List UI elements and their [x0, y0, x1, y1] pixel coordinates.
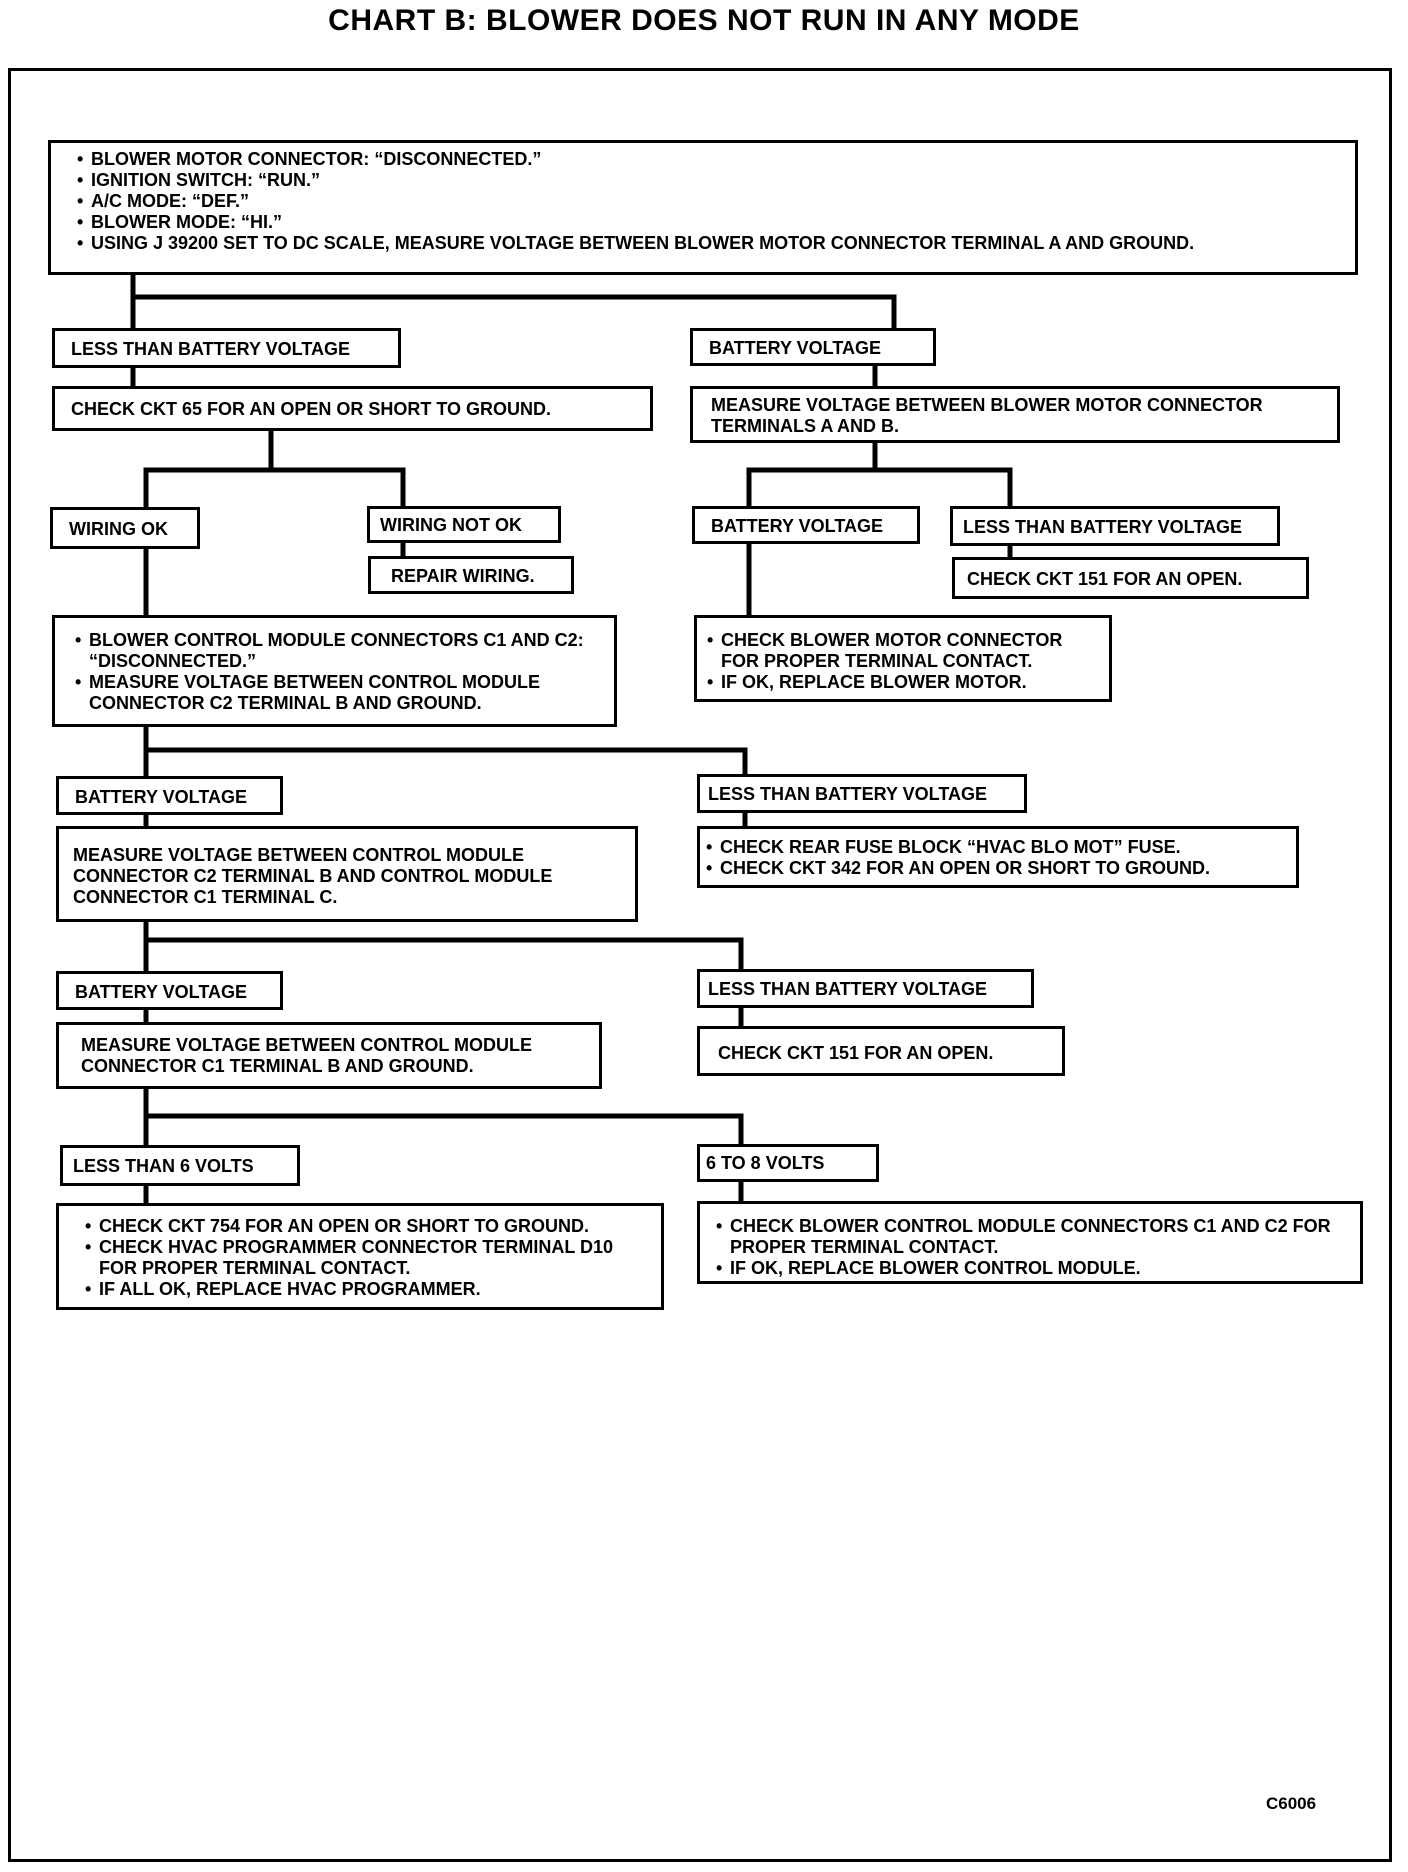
result-less-than-battery-voltage-ab: LESS THAN BATTERY VOLTAGE: [950, 506, 1280, 546]
fuse-check-step: • CHECK REAR FUSE BLOCK “HVAC BLO MOT” FUSE.: [706, 837, 1288, 858]
check-ckt-65: CHECK CKT 65 FOR AN OPEN OR SHORT TO GROUND.: [52, 386, 653, 431]
result-battery-voltage-ab: BATTERY VOLTAGE: [692, 506, 920, 544]
result-6-to-8-volts: 6 TO 8 VOLTS: [697, 1144, 879, 1182]
connector-c-measure: [146, 921, 741, 973]
programmer-check-step: • CHECK HVAC PROGRAMMER CONNECTOR TERMINAL D10 FOR PROPER TERMINAL CONTACT.: [85, 1237, 651, 1279]
result-less-than-battery-voltage-c1c: LESS THAN BATTERY VOLTAGE: [697, 969, 1034, 1008]
programmer-check-step: • IF ALL OK, REPLACE HVAC PROGRAMMER.: [85, 1279, 651, 1300]
hvac-programmer-check: [56, 1203, 664, 1310]
connector-module: [146, 726, 745, 778]
measure-c2-c1: MEASURE VOLTAGE BETWEEN CONTROL MODULE CONNECTOR C2 TERMINAL B AND CONTROL MODULE CONNECTOR C1 TERMINAL C.: [56, 826, 638, 922]
module-step: • MEASURE VOLTAGE BETWEEN CONTROL MODULE CONNECTOR C2 TERMINAL B AND GROUND.: [75, 672, 604, 714]
start-step: • BLOWER MODE: “HI.”: [77, 212, 1345, 233]
module-step: • BLOWER CONTROL MODULE CONNECTORS C1 AND C2: “DISCONNECTED.”: [75, 630, 604, 672]
result-battery-voltage: BATTERY VOLTAGE: [690, 328, 936, 366]
connector-start: [133, 275, 894, 330]
fuse-check: [697, 826, 1299, 888]
result-less-than-battery-voltage: LESS THAN BATTERY VOLTAGE: [52, 328, 401, 368]
start-step: • USING J 39200 SET TO DC SCALE, MEASURE VOLTAGE BETWEEN BLOWER MOTOR CONNECTOR TERMINAL A AND GROUND.: [77, 233, 1345, 254]
module-connectors-step: [52, 615, 617, 727]
control-module-check-step: • IF OK, REPLACE BLOWER CONTROL MODULE.: [716, 1258, 1350, 1279]
start-instructions: [48, 140, 1358, 275]
motor-check-step: • CHECK BLOWER MOTOR CONNECTOR FOR PROPER TERMINAL CONTACT.: [707, 630, 1099, 672]
result-battery-voltage-c1c: BATTERY VOLTAGE: [56, 971, 283, 1010]
start-step: • IGNITION SWITCH: “RUN.”: [77, 170, 1345, 191]
control-module-check-step: • CHECK BLOWER CONTROL MODULE CONNECTORS C1 AND C2 FOR PROPER TERMINAL CONTACT.: [716, 1216, 1350, 1258]
connector-d-measure: [146, 1088, 741, 1147]
chart-title: CHART B: BLOWER DOES NOT RUN IN ANY MODE: [328, 4, 1080, 37]
figure-code: C6006: [1266, 1794, 1317, 1813]
result-wiring-not-ok: WIRING NOT OK: [367, 506, 561, 543]
connector-ckt65: [146, 431, 403, 510]
start-step: • BLOWER MOTOR CONNECTOR: “DISCONNECTED.”: [77, 149, 1345, 170]
connector-ab: [749, 443, 1010, 508]
control-module-check: [697, 1201, 1363, 1284]
measure-c1-terminal-b: MEASURE VOLTAGE BETWEEN CONTROL MODULE CONNECTOR C1 TERMINAL B AND GROUND.: [56, 1022, 602, 1089]
blower-motor-check: [694, 615, 1112, 702]
check-ckt-151-open-second: CHECK CKT 151 FOR AN OPEN.: [697, 1026, 1065, 1076]
result-less-than-battery-voltage-c2: LESS THAN BATTERY VOLTAGE: [697, 774, 1027, 813]
fuse-check-step: • CHECK CKT 342 FOR AN OPEN OR SHORT TO GROUND.: [706, 858, 1288, 879]
motor-check-step: • IF OK, REPLACE BLOWER MOTOR.: [707, 672, 1099, 693]
result-less-than-6-volts: LESS THAN 6 VOLTS: [60, 1145, 300, 1186]
start-step: • A/C MODE: “DEF.”: [77, 191, 1345, 212]
result-wiring-ok: WIRING OK: [50, 507, 200, 549]
check-ckt-151-open: CHECK CKT 151 FOR AN OPEN.: [952, 557, 1309, 599]
repair-wiring: REPAIR WIRING.: [368, 556, 574, 594]
result-battery-voltage-c2: BATTERY VOLTAGE: [56, 776, 283, 815]
measure-terminals-a-b: MEASURE VOLTAGE BETWEEN BLOWER MOTOR CONNECTOR TERMINALS A AND B.: [690, 386, 1340, 443]
programmer-check-step: • CHECK CKT 754 FOR AN OPEN OR SHORT TO GROUND.: [85, 1216, 651, 1237]
